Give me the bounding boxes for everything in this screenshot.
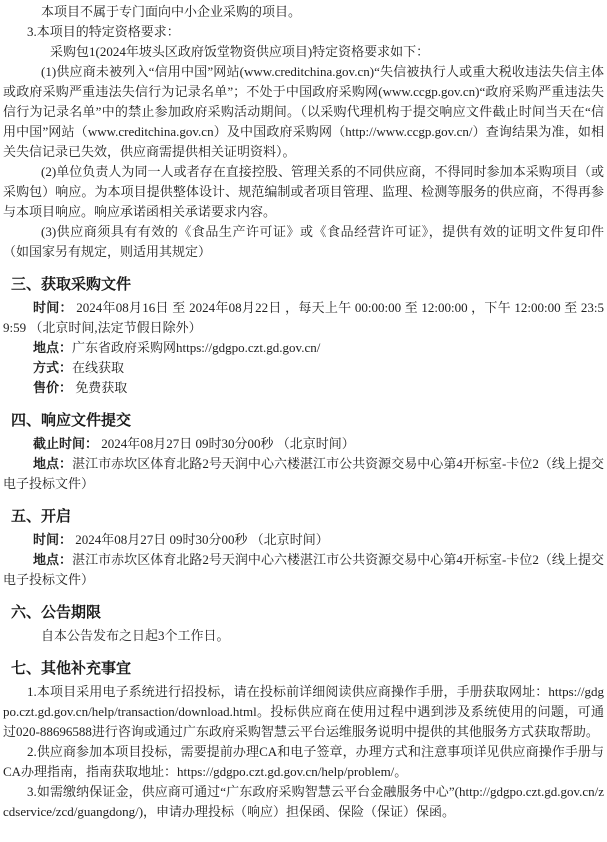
paragraph-other-matters-1: 1.本项目采用电子系统进行招投标，请在投标前详细阅读供应商操作手册，手册获取网址：https://gdgpo.czt.gd.gov.cn/help/transaction/download.html。投标供应商在使用过程中遇到涉及系统使用的问题，可通过020-88696588进行咨询或通过广东政府采购智慧云平台运维服务说明中提供的其他服务方式获取帮助。 [3,684,604,739]
row-value: 湛江市赤坎区体育北路2号天润中心六楼湛江市公共资源交易中心第4开标室-卡位2（线上提交电子投标文件） [3,552,604,587]
info-row-price [3,378,604,398]
paragraph-specific-qualification-title: 3.本项目的特定资格要求： [27,24,180,39]
row-label: 售价： [33,380,73,395]
row-value: 2024年08月27日 09时30分00秒 （北京时间） [98,436,355,451]
paragraph-package1-requirements: 采购包1(2024年坡头区政府饭堂物资供应项目)特定资格要求如下： [50,44,430,59]
row-value: 在线获取 [72,360,125,375]
row-value: 广东省政府采购网https://gdgpo.czt.gd.gov.cn/ [72,340,321,355]
paragraph-requirement-1: (1)供应商未被列入“信用中国”网站(www.creditchina.gov.cn)“失信被执行人或重大税收违法失信主体或政府采购严重违法失信行为记录名单”；不处于中国政府采购网(www.ccgp.gov.cn)“政府采购严重违法失信行为记录名单”中的禁止参加政府采购活动期间。（以采购代理机构于提交响应文件截止时间当天在“信用中国”网站（www.creditchina.gov.cn）及中国政府采购网（http://www.ccgp.gov.cn/）查询结果为准，如相关失信记录已失效，供应商需提供相关证明资料）。 [3,64,604,159]
row-label: 地点： [33,456,73,471]
info-row-deadline [3,434,604,454]
row-label: 截止时间： [33,436,99,451]
paragraph-requirement-2: (2)单位负责人为同一人或者存在直接控股、管理关系的不同供应商，不得同时参加本采购项目（或采购包）响应。为本项目提供整体设计、规范编制或者项目管理、监理、检测等服务的供应商，不得再参与本项目响应。响应承诺函相关承诺要求内容。 [3,164,604,219]
row-value: 免费获取 [72,380,128,395]
info-row-location [3,454,604,494]
paragraph-other-matters-2: 2.供应商参加本项目投标，需要提前办理CA和电子签章，办理方式和注意事项详见供应商操作手册与CA办理指南，指南获取地址：https://gdgpo.czt.gd.gov.cn/help/problem/。 [3,744,604,779]
info-row-location [3,550,604,590]
paragraph-requirement-3: (3)供应商须具有有效的《食品生产许可证》或《食品经营许可证》，提供有效的证明文件复印件（如国家另有规定，则适用其规定） [3,224,604,259]
info-row-time [3,530,604,550]
info-row-location [3,338,604,358]
section-heading-opening: 五、开启 [11,509,72,525]
section-heading-other-matters: 七、其他补充事宜 [11,661,132,677]
paragraph-other-matters-3: 3.如需缴纳保证金，供应商可通过“广东政府采购智慧云平台金融服务中心”(http://gdgpo.czt.gd.gov.cn/zcdservice/zcd/guangdong/)，申请办理投标（响应）担保函、保险（保证）保函。 [3,784,604,819]
row-value: 2024年08月16日 至 2024年08月22日 ，每天上午 00:00:00 至 12:00:00 ，下午 12:00:00 至 23:59:59 （北京时间,法定节假日除外） [3,300,604,335]
paragraph-smb-note: 本项目不属于专门面向中小企业采购的项目。 [41,4,302,19]
section-heading-announcement-period: 六、公告期限 [11,605,102,621]
row-label: 地点： [33,340,73,355]
row-label: 方式： [33,360,73,375]
section-heading-response-submission: 四、响应文件提交 [11,413,132,429]
section-heading-obtain-documents: 三、获取采购文件 [11,277,132,293]
info-row-method [3,358,604,378]
paragraph-announcement-period: 自本公告发布之日起3个工作日。 [41,628,230,643]
row-value: 2024年08月27日 09时30分00秒 （北京时间） [72,532,329,547]
row-label: 时间： [33,300,73,315]
row-label: 时间： [33,532,73,547]
row-value: 湛江市赤坎区体育北路2号天润中心六楼湛江市公共资源交易中心第4开标室-卡位2（线上提交电子投标文件） [3,456,604,491]
info-row-time [3,298,604,338]
row-label: 地点： [33,552,73,567]
